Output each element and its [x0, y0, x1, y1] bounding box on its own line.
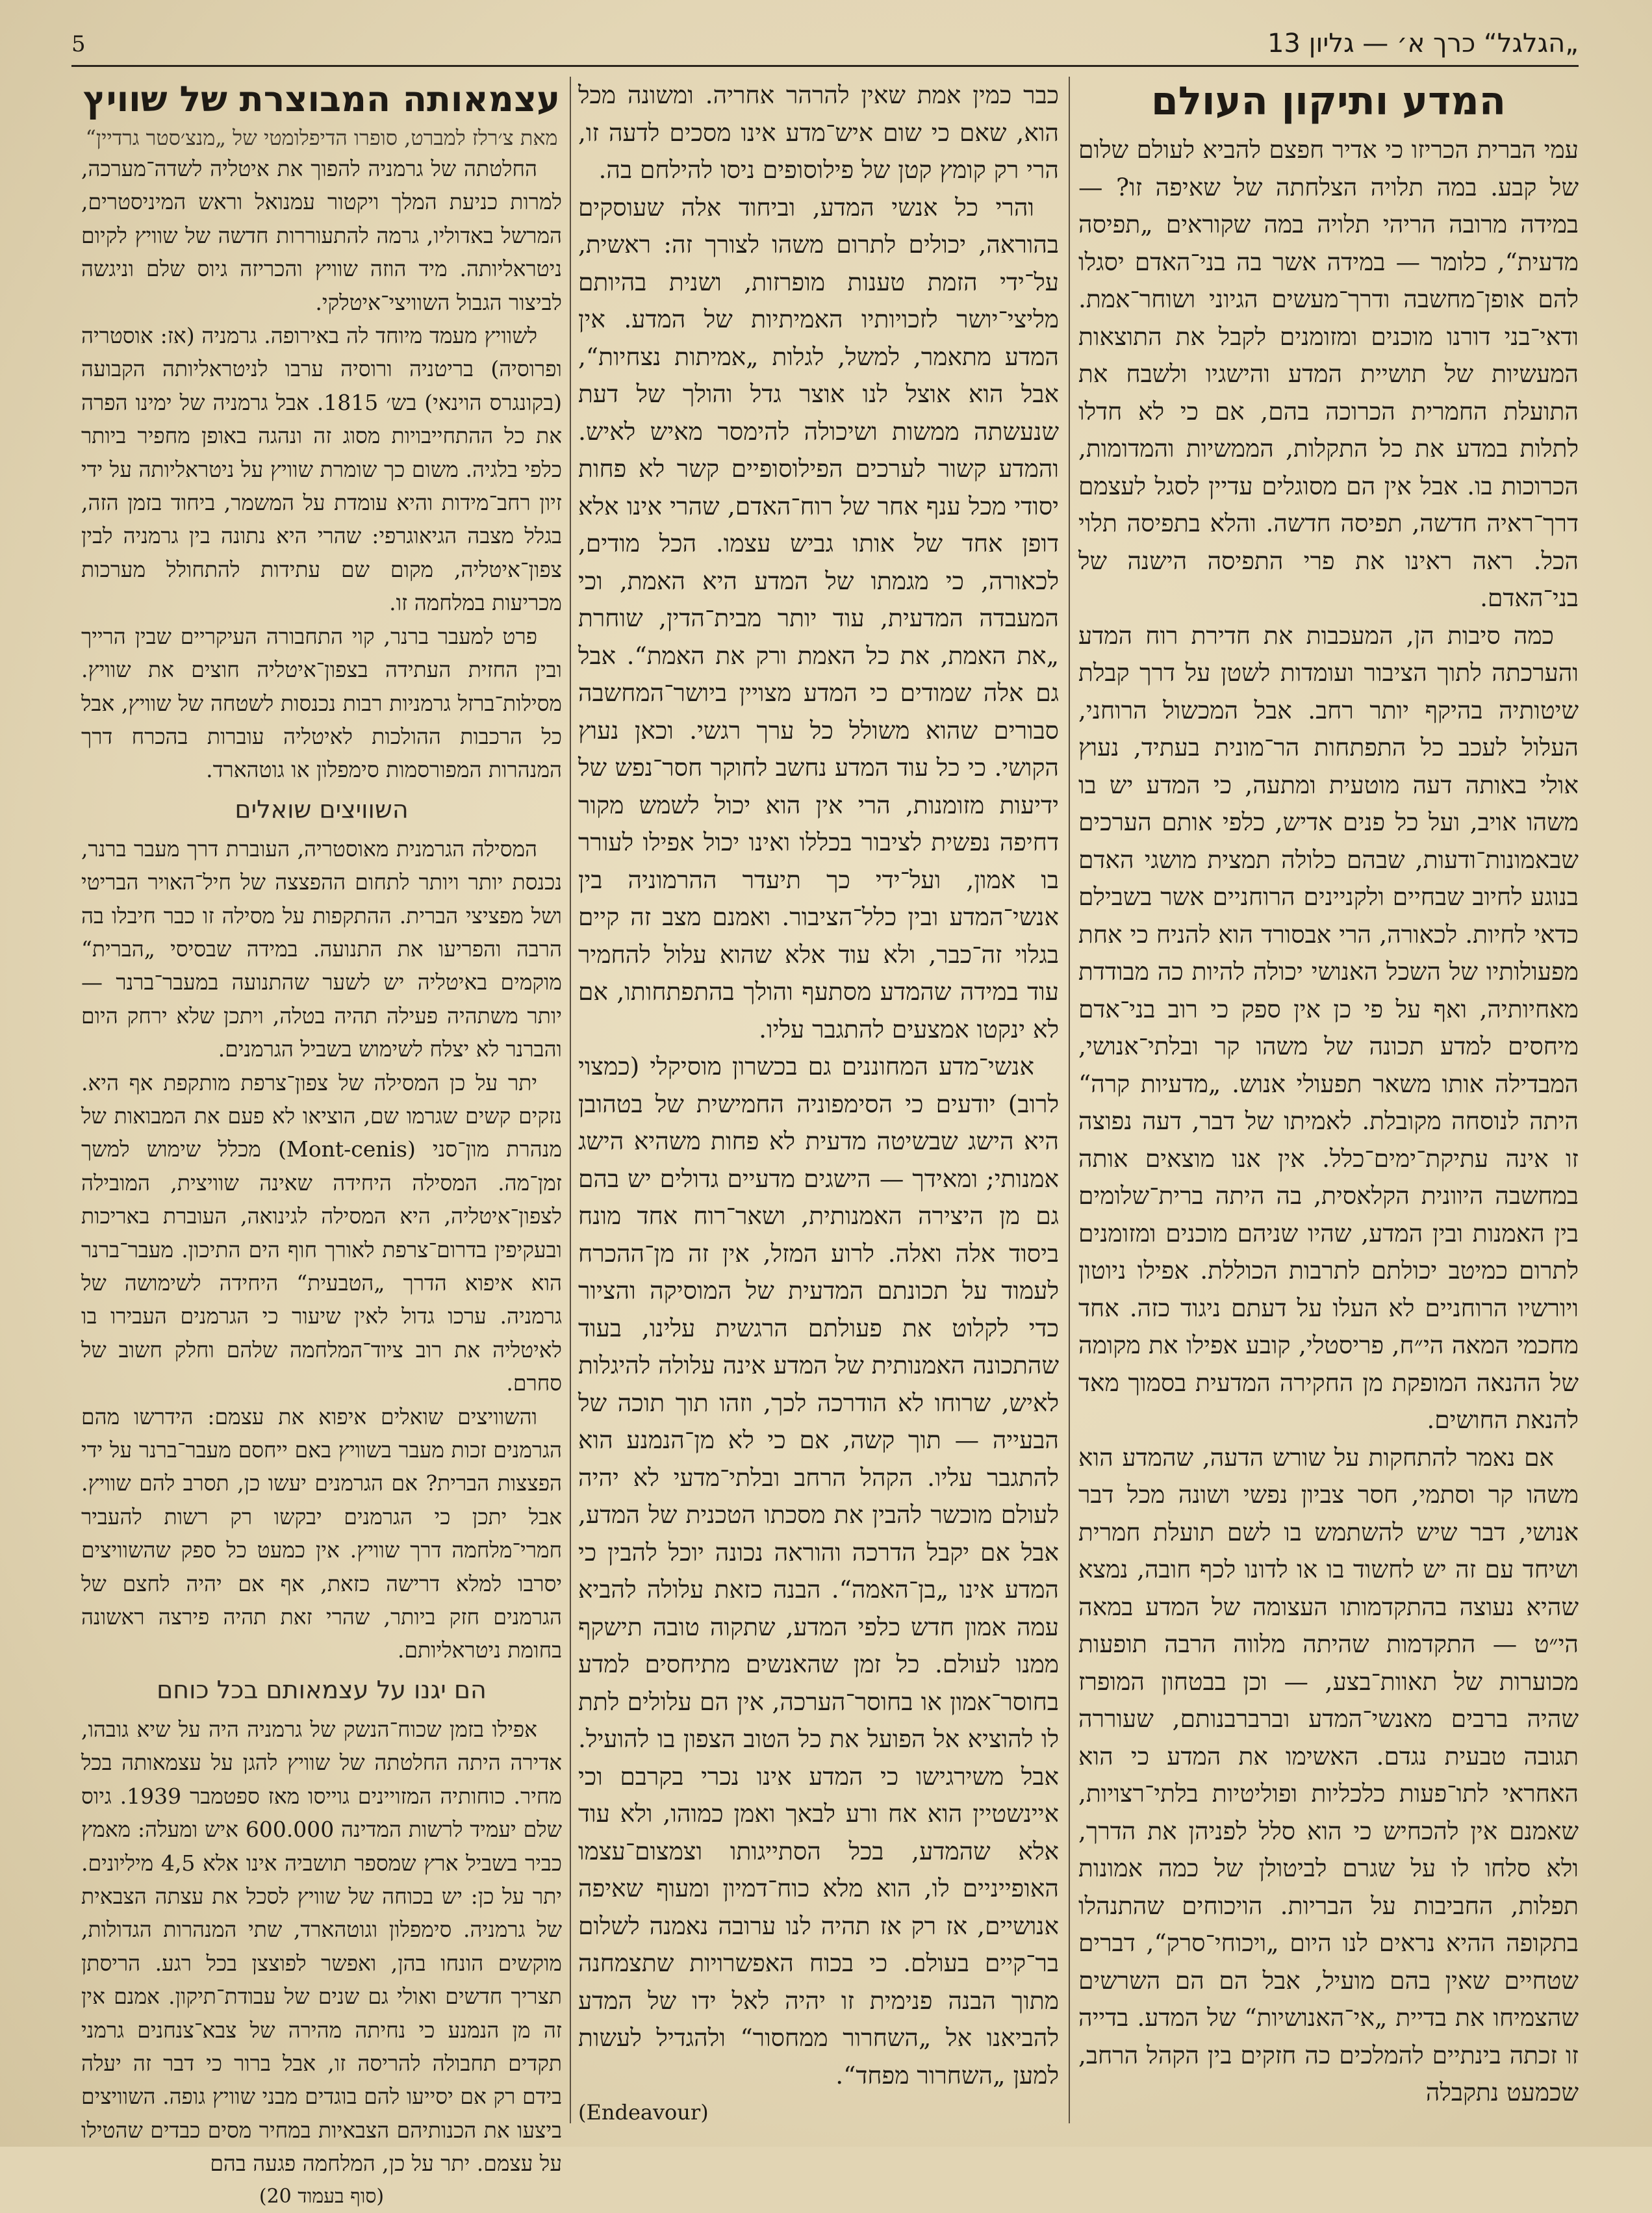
article-paragraph: עמי הברית הכריזו כי אדיר חפצם להביא לעולם שלום של קבע. במה תלויה הצלחתה של שאיפה זו? — במידה מרובה הריהי תלויה במה שקוראים „תפיסה מדעית“, כלומר — במידה אשר בה בני־האדם יסגלו להם אופן־מחשבה ודרך־מעשים הגיוני ושוחר־אמת. ודאי־בני דורנו מוכנים ומזומנים לקבל את התוצאות המעשיות של תושיית המדע והישגיו ולשבח את התועלת החמרית הכרוכה בהם, אם כי לא חדלו לתלות במדע את כל התקלות, הממשיות והמדומות, הכרוכות בו. אבל אין הם מסוגלים עדיין לסגל לעצמם דרך־ראיה חדשה, תפיסה חדשה. והלא בתפיסה תלוי הכל. ראה ראינו את פרי התפיסה הישנה של בני־האדם.	[1078, 135, 1579, 612]
article-title-swiss: עצמאותה המבוצרת של שוויץ	[83, 79, 561, 120]
article-source: (Endeavour)	[578, 2100, 709, 2125]
header-rule	[71, 65, 1579, 67]
column-left	[81, 77, 563, 2208]
article-paragraph: החלטתה של גרמניה להפוך את איטליה לשדה־מערכה, למרות כניעת המלך ויקטור עמנואל וראש המיניסטרים, המרשל באדוליו, גרמה להתעוררות חדשה של שוויץ לקיום ניטראליותה. מיד הוזה שוויץ והכריזה גיוס שלם וניגשה לביצור הגבול השוויצי־איטלקי.	[81, 156, 562, 315]
page-header	[71, 26, 1579, 65]
article-paragraph: והשוויצים שואלים איפוא את עצמם: הידרשו מהם הגרמנים זכות מעבר בשוויץ באם ייחסם מעבר־ברנר על ידי הפצצות הברית? אם הגרמנים יעשו כן, תסרב להם שוויץ. אבל יתכן כי הגרמנים יבקשו רק רשות להעביר חמרי־מלחמה דרך שוויץ. אין כמעט כל ספק שהשוויצים יסרבו למלא דרישה כזאת, אף אם יהיה לחצם של הגרמנים חזק ביותר, שהרי זאת תהיה פירצה ראשונה בחומת ניטראליותם.	[81, 1403, 562, 1663]
article-paragraph: לשוויץ מעמד מיוחד לה באירופה. גרמניה (אז: אוסטריה ופרוסיה) בריטניה ורוסיה ערבו לניטראליותה הקבועה (בקונגרס הוינאי) בש׳ 1815. אבל גרמניה של ימינו הפרה את כל ההתחייבויות מסוג זה ונהגה באופן מחפיר ביותר כלפי בלגיה. משום כך שומרת שוויץ על ניטראליותה על ידי זיון רחב־מידות והיא עומדת על המשמר, ביחוד בזמן הזה, בגלל מצבה הגיאוגרפי: שהרי היא נתונה בין גרמניה לבין צפון־איטליה, מקום שם עתידות להתחולל מערכות מכריעות במלחמה זו.	[81, 323, 562, 616]
article-paragraph: המסילה הגרמנית מאוסטריה, העוברת דרך מעבר ברנר, נכנסת יותר ויותר לתחום ההפצצה של חיל־האויר הבריטי ושל מפציצי הברית. ההתקפות על מסילה זו כבר חיבלו בה הרבה והפריעו את התנועה. במידה שבסיסי „הברית“ מוקמים באיטליה יש לשער שהתנועה במעבר־ברנר — יותר משתהיה פעילה תהיה בטלה, ויתכן שלא ירחק היום והברנר לא יצלח לשימוש בשביל הגרמנים.	[81, 836, 562, 1062]
column-middle	[578, 77, 1059, 2123]
running-head: „הגלגל“ כרך א׳ — גליון 13	[1267, 29, 1579, 58]
article-paragraph: כבר כמין אמת שאין להרהר אחריה. ומשונה מכל הוא, שאם כי שום איש־מדע אינו מסכים לדעה זו, הרי רק קומץ קטן של פילוסופים ניסו להילחם בה.	[578, 81, 1059, 184]
article-paragraph: יתר על כן המסילה של צפון־צרפת מותקפת אף היא. נזקים קשים שגרמו שם, הוציאו לא פעם את המבואות של מנהרת מון־סני (Mont-cenis) מכלל שימוש למשך זמן־מה. המסילה היחידה שאינה שוויצית, המובילה לצפון־איטליה, היא המסילה לגינואה, העוברת באריכות ובעקיפין בדרום־צרפת לאורך חוף הים התיכון. מעבר־ברנר הוא איפוא הדרך „הטבעית“ היחידה לשימושה של גרמניה. ערכו גדול לאין שיעור כי הגרמנים העבירו בו לאיטליה את רוב ציוד־המלחמה שלהם וחלק חשוב של סחרם.	[81, 1069, 563, 1396]
article-subhead: השוויצים שואלים	[235, 795, 409, 824]
article-paragraph: כמה סיבות הן, המעכבות את חדירת רוח המדע והערכתה לתוך הציבור ועומדות לשטן על דרך קבלת שיטותיה בהיקף יותר רחב. אבל המכשול הרוחני, העלול לעכב כל התפתחות הר־מונית בעתיד, נעוץ אולי באותה דעה מוטעית ומתעה, כי המדע יש בו משהו אויב, ועל כל פנים אדיש, כלפי אותם הערכים שבאמונות־ודעות, שבהם כלולה תמצית מושגי האדם בנוגע לחיוב שבחיים ולקניינים הרוחניים אשר בשבילם כדאי לחיות. לכאורה, הרי אבסורד הוא להניח כי אחת מפעולותיו של השכל האנושי יכולה להיות כה מבודדת מאחיותיה, ואף על פי כן אין ספק כי רוב בני־אדם מיחסים למדע תכונה של משהו קר ובלתי־אנושי, המבדילה אותו משאר תפעולי אנוש. „מדעיות קרה“ היתה לנוסחה מקובלת. לאמיתו של דבר, דעה נפוצה זו אינה עתיקת־ימים־כלל. אין אנו מוצאים אותה במחשבה היוונית הקלאסית, בה היתה ברית־שלומים בין האמנות ובין המדע, שהיו שניהם מוכנים ומזומנים לתרום כמיטב יכולתם לתרבות הכוללת. אפילו ניוטון ויורשיו הרוחניים לא העלו על דעתם ניגוד כזה. אחד מחכמי המאה הי״ח, פריסטלי, קובע אפילו את מקומה של ההנאה המופקת מן החקירה המדעית בסמוך מאד להנאת החושים.	[1078, 620, 1579, 1434]
article-paragraph: והרי כל אנשי המדע, וביחוד אלה שעוסקים בהוראה, יכולים לתרום משהו לצורך זה: ראשית, על־ידי הזמת טענות מופרזות, ושנית בהיותם מליצי־יושר לזכויותיו האמיתיות של המדע. אין המדע מתאמר, למשל, לגלות „אמיתות נצחיות“, אבל הוא אוצל לנו אוצר גדל והולך של דעת שנעשתה ממשות ושיכולה להימסר מאיש לאיש. והמדע קשור לערכים הפילוסופיים קשר לא פחות יסודי מכל ענף אחר של רוח־האדם, שהרי אינו אלא דופן אחד של אותו גביש עצמו. הכל מודים, לכאורה, כי מגמתו של המדע היא האמת, וכי המעבדה המדעית, עוד יותר מבית־הדין, שוחרת „את האמת, את כל האמת ורק את האמת“. אבל גם אלה שמודים כי המדע מצויין ביושר־המחשבה סבורים שהוא משולל כל ערך רגשי. וכאן נעוץ הקושי. כי כל עוד המדע נחשב לחוקר חסר־נפש של ידיעות מזומנות, הרי אין הוא יכול לשמש מקור דחיפה נפשית לציבור בכללו ואינו יכול אפילו לעורר בו אמון, ועל־ידי כך תיעדר ההרמוניה בין אנשי־המדע ובין כלל־הציבור. ואמנם מצב זה קיים בגלוי זה־כבר, ולא עוד אלא שהוא עלול להחמיר עוד במידה שהמדע מסתעף והולך בהתפתחותו, אם לא ינקטו אמצעים להתגבר עליו.	[578, 192, 1059, 1043]
article-paragraph: פרט למעבר ברנר, קוי התחבורה העיקריים שבין הרייך ובין החזית העתידה בצפון־איטליה חוצים את שוויץ. מסילות־ברזל גרמניות רבות נכנסות לשטחה של שוויץ, אבל כל הרכבות ההולכות לאיטליה עוברות בהכרח דרך המנהרות המפורסמות סימפלון או גוטהארד.	[81, 623, 562, 783]
continued-note: (סוף בעמוד 20)	[259, 2184, 385, 2208]
article-paragraph: אפילו בזמן שכוח־הנשק של גרמניה היה על שיא גובהו, אדירה היתה החלטתה של שוויץ להגן על עצמאותה בכל מחיר. כוחותיה המזויינים גוייסו מאז ספטמבר 1939. גיוס שלם יעמיד לרשות המדינה 600.000 איש ומעלה: מאמץ כביר בשביל ארץ שמספר תושביה אינו אלא 4,5 מיליונים. יתר על כן: יש בכוחה של שוויץ לסכל את עצתה הצבאית של גרמניה. סימפלון וגוטהארד, שתי המנהרות הגדולות, מוקשים הונחו בהן, ואפשר לפוצצן בכל רגע. הריסתן תצריך חדשים ואולי גם שנים של עבודת־תיקון. אמנם אין זה מן הנמנע כי נחיתה מהירה של צבא־צנחנים גרמני תקדים תחבולה להריסה זו, אבל ברור כי דבר זה יעלה בידם רק אם יסייעו להם בוגדים מבני שוויץ גופה. השוויצים ביצעו את הכנותיהם הצבאיות במחיר מסים כבדים שהטילו על עצמם. יתר על כן, המלחמה פגעה בהם	[81, 1716, 562, 2177]
page-number: 5	[71, 31, 86, 57]
article-paragraph: אנשי־מדע המחוננים גם בכשרון מוסיקלי (כמצוי לרוב) יודעים כי הסימפוניה החמישית של בטהובן היא הישג שבשיטה מדעית לא פחות משהיא הישג אמנותי; ומאידך — הישגים מדעיים גדולים יש בהם גם מן היצירה האמנותית, ושאר־רוח אחד מונח ביסוד אלה ואלה. לרוע המזל, אין זה מן־ההכרח לעמוד על תכונתם המדעית של המוסיקה והציור כדי לקלוט את פעולתם הרגשית עלינו, בעוד שהתכונה האמנותית של המדע אינה עלולה להיגלות לאיש, שרוחו לא הודרכה לכך, וזהו תוך תוכה של הבעייה — תוך קשה, אם כי לא מן־הנמנע הוא להתגבר עליו. הקהל הרחב ובלתי־מדעי לא יהיה לעולם מוכשר להבין את מסכתו הטכנית של המדע, אבל אם יקבל הדרכה והוראה נכונה יוכל להבין כי המדע אינו „בן־האמה“. הבנה כזאת עלולה להביא עמה אמון חדש כלפי המדע, שתקוה טובה תישקף ממנו לעולם. כל זמן שהאנשים מתיחסים למדע בחוסר־אמון או בחוסר־הערכה, אין הם עלולים לתת לו להוציא אל הפועל את כל הטוב הצפון בו להועיל. אבל משירגישו כי המדע אינו נכרי בקרבם וכי איינשטיין הוא אח ורע לבאך ואמן כמוהו, ולא עוד אלא שהמדע, בכל הסתייגותו וצמצום־עצמו האופייניים לו, הוא מלא כוח־דמיון ומעוף שאיפה אנושיים, אז רק אז תהיה לנו ערובה נאמנה לשלום בר־קיים בעולם. כי בכוח האפשרויות שתצמחנה מתוך הבנה פנימית זו יהיה לאל ידו של המדע להביאנו אל „השחרור ממחסור“ ולהגדיל לעשות למען „השחרור מפחד“.	[578, 1052, 1060, 2090]
article-byline: מאת צ׳רלז למברט, סופרו הדיפלומטי של „מנצ׳סטר גרדיין“	[85, 125, 558, 150]
column-right	[1078, 77, 1579, 2123]
article-title-science: המדע ותיקון העולם	[1150, 79, 1506, 124]
article-subhead: הם יגנו על עצמאותם בכל כוחם	[157, 1675, 487, 1704]
article-paragraph: אם נאמר להתחקות על שורש הדעה, שהמדע הוא משהו קר וסתמי, חסר צביון נפשי ושונה מכל דבר אנושי, דבר שיש להשתמש בו לשם תועלת חמרית ושיחד עם זה יש לחשוד בו או לדונו לכף חובה, נמצא שהיא נעוצה בהתקדמותו העצומה של המדע במאה הי״ט — התקדמות שהיתה מלווה הרבה תופעות מכוערות של תאוות־בצע, — וכן בבטחון המופרז שהיה ברבים מאנשי־המדע וברברבנותם, שעוררה תגובה טבעית נגדם. האשימו את המדע כי הוא האחראי לתו־פעות כלכליות ופוליטיות בלתי־רצויות, שאמנם אין להכחיש כי הוא סלל לפניהן את הדרך, ולא סלחו לו על שגרם לביטולן של כמה אמונות תפלות, החביבות על הבריות. הויכוחים שהתנהלו בתקופה ההיא נראים לנו היום „ויכוחי־סרק“, דברים שטחיים שאין בהם מועיל, אבל הם הם השרשים שהצמיחו את בדיית „אי־האנושיות“ של המדע. בדייה זו זכתה בינתיים להמלכים כה חזקים בין הקהל הרחב, שכמעט נתקבלה	[1078, 1442, 1579, 2106]
column-divider	[570, 77, 571, 2123]
column-divider	[1069, 77, 1070, 2123]
